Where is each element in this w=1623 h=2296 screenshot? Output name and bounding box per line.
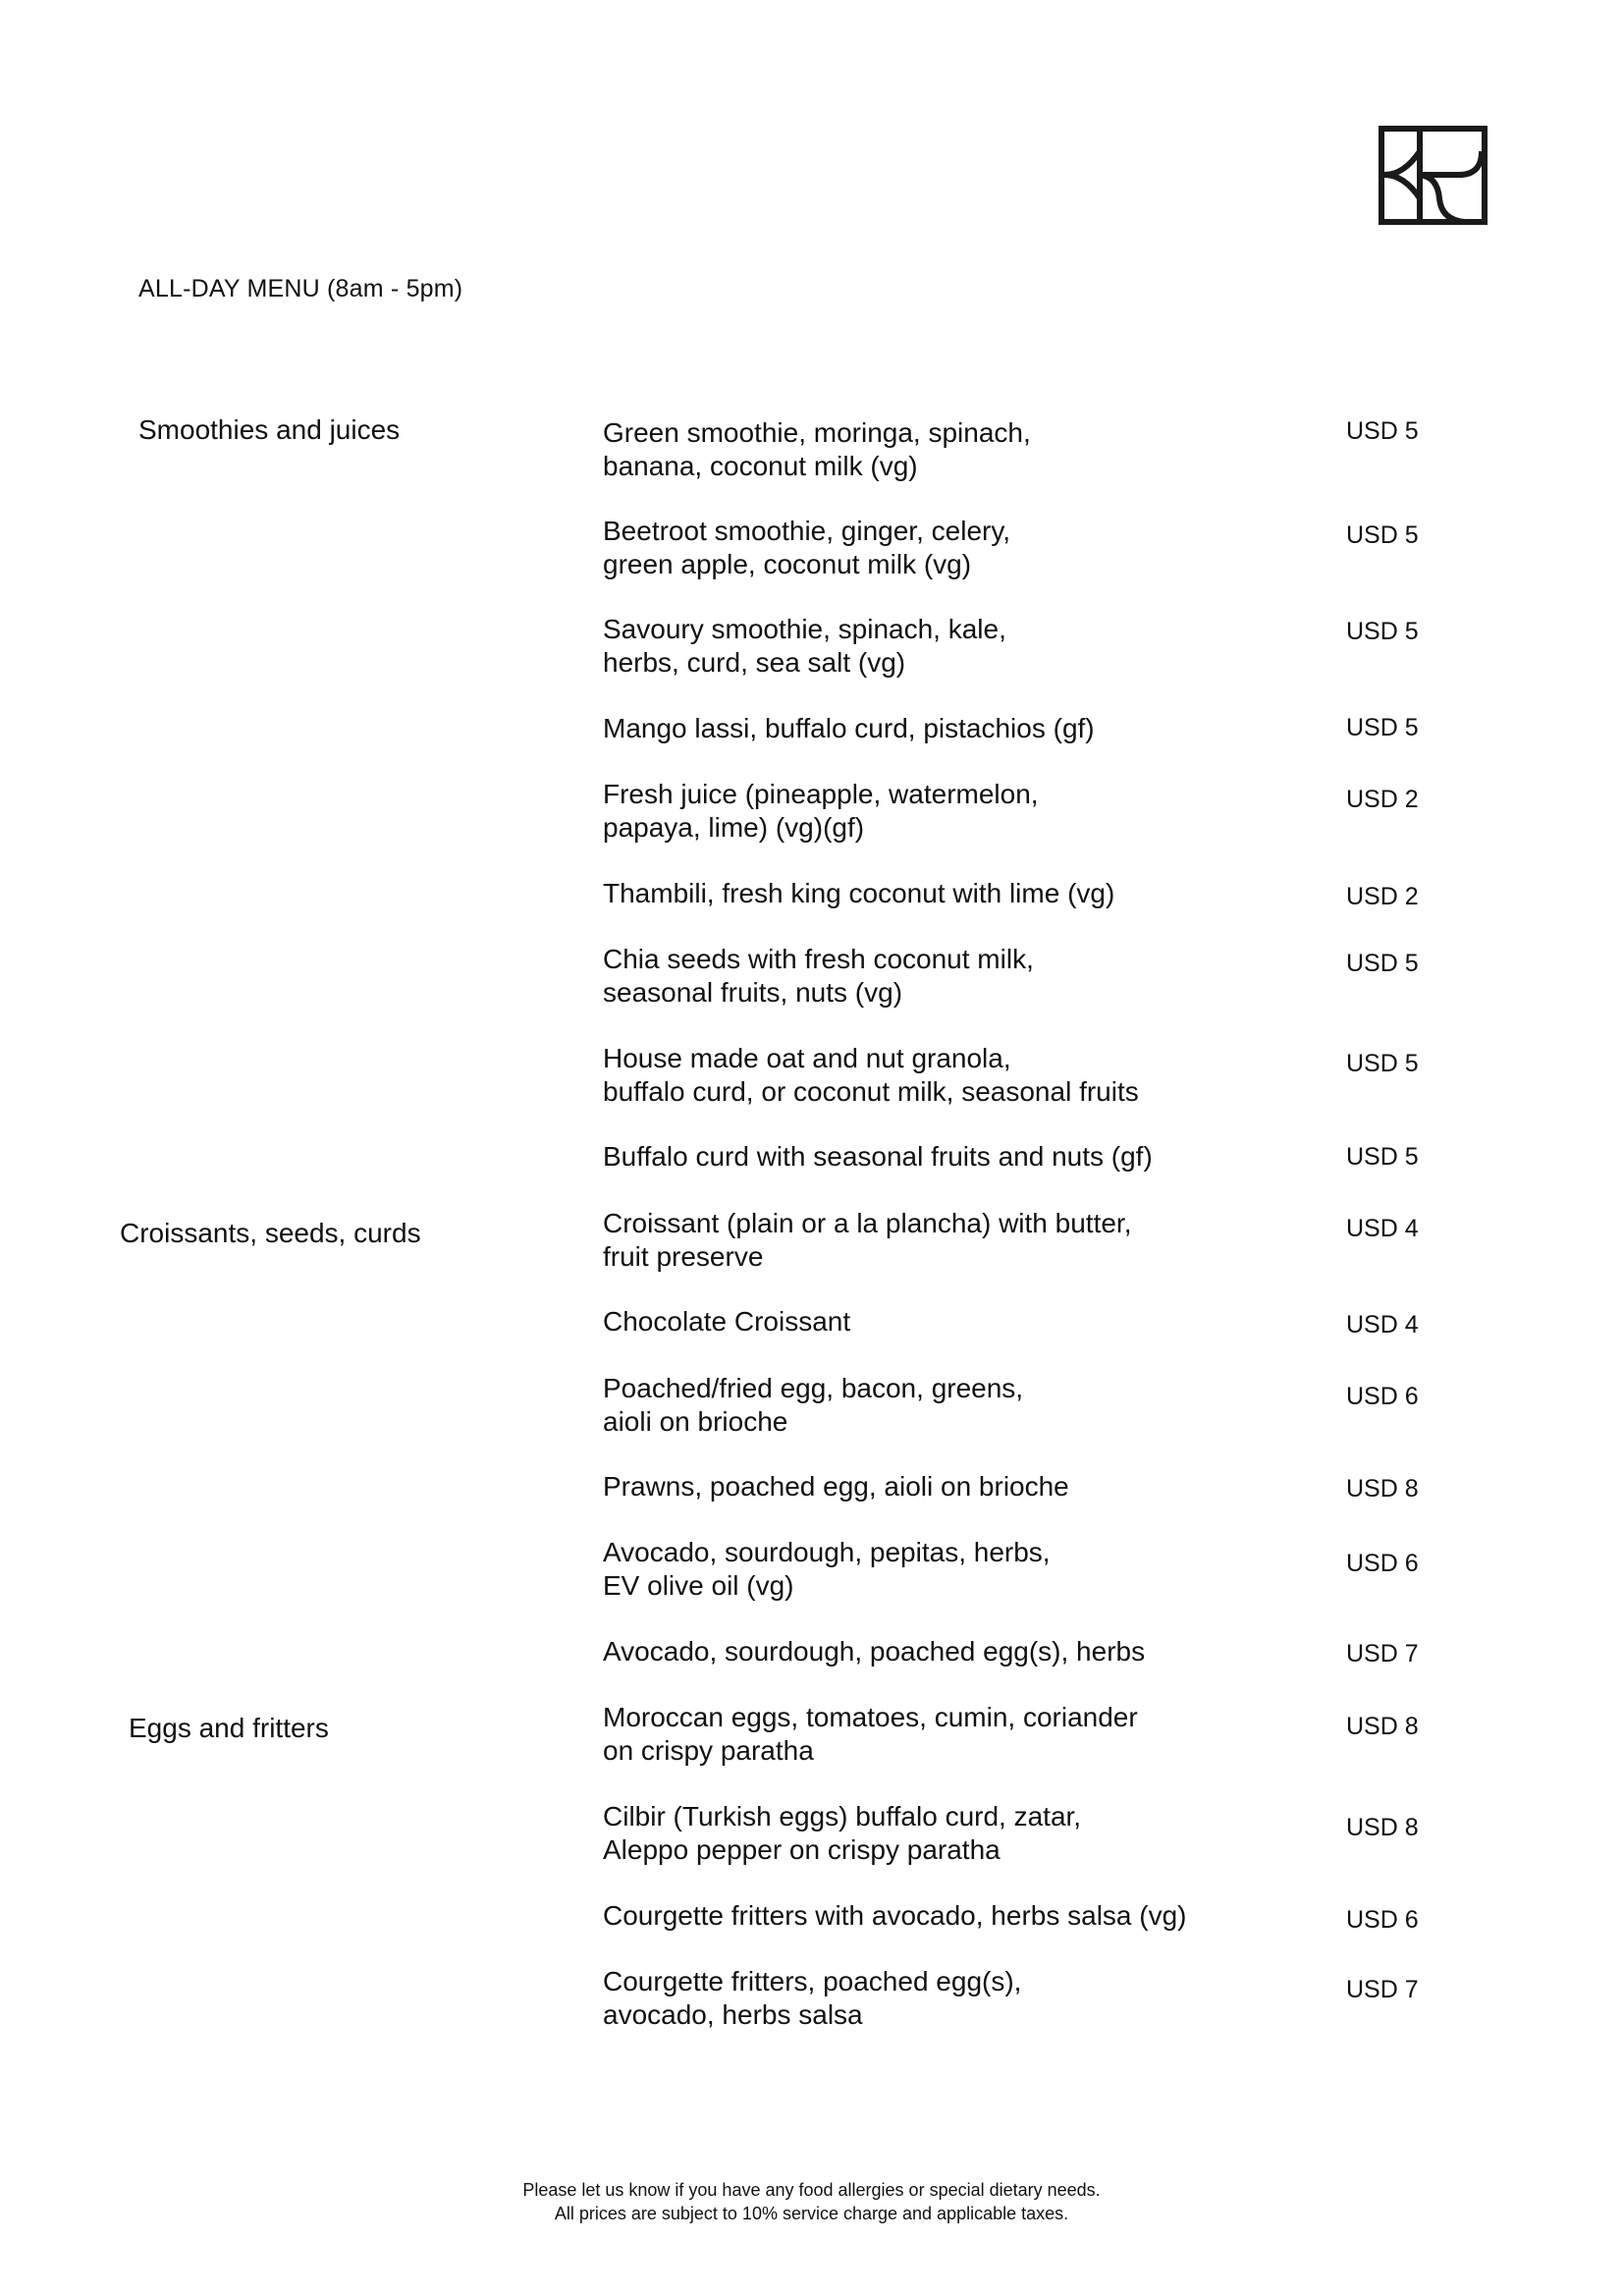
item-price: USD 5 [1346,521,1419,549]
item-description: Green smoothie, moringa, spinach, banana, coconut milk (vg) [603,417,1031,481]
item-price: USD 6 [1346,1550,1419,1577]
footer-notes [0,2178,1623,2225]
item-price: USD 8 [1346,1814,1419,1841]
item-price: USD 2 [1346,786,1419,813]
footer-service-charge-note: All prices are subject to 10% service charge and applicable taxes. [554,2204,1069,2223]
item-price: USD 5 [1346,417,1419,445]
item-price: USD 7 [1346,1640,1419,1667]
footer-allergy-note: Please let us know if you have any food allergies or special dietary needs. [522,2180,1101,2200]
item-description: Croissant (plain or a la plancha) with butter, fruit preserve [603,1208,1132,1272]
item-price: USD 8 [1346,1475,1419,1503]
item-description: Cilbir (Turkish eggs) buffalo curd, zatar, Aleppo pepper on crispy paratha [603,1801,1082,1865]
item-price: USD 6 [1346,1906,1419,1934]
item-description: Moroccan eggs, tomatoes, cumin, coriander on crispy paratha [603,1702,1138,1766]
item-description: Savoury smoothie, spinach, kale, herbs, curd, sea salt (vg) [603,614,1006,678]
item-description: Prawns, poached egg, aioli on brioche [603,1471,1069,1502]
item-price: USD 5 [1346,714,1419,741]
item-description: Thambili, fresh king coconut with lime (vg) [603,878,1115,908]
item-description: Mango lassi, buffalo curd, pistachios (gf) [603,713,1095,743]
item-price: USD 8 [1346,1713,1419,1740]
item-price: USD 5 [1346,950,1419,977]
item-description: Fresh juice (pineapple, watermelon, papaya, lime) (vg)(gf) [603,779,1039,843]
item-price: USD 6 [1346,1383,1419,1410]
item-price: USD 2 [1346,883,1419,910]
item-description: Avocado, sourdough, poached egg(s), herbs [603,1636,1146,1667]
item-description: Poached/fried egg, bacon, greens, aioli on brioche [603,1373,1024,1437]
item-price: USD 4 [1346,1215,1419,1242]
item-description: Chocolate Croissant [603,1306,851,1337]
section-label-croissants: Croissants, seeds, curds [120,1218,421,1248]
item-description: Avocado, sourdough, pepitas, herbs, EV olive oil (vg) [603,1537,1051,1601]
item-description: Courgette fritters with avocado, herbs salsa (vg) [603,1900,1187,1931]
item-price: USD 4 [1346,1311,1419,1339]
item-description: House made oat and nut granola, buffalo curd, or coconut milk, seasonal fruits [603,1043,1139,1107]
item-price: USD 5 [1346,1143,1419,1171]
section-label-eggs: Eggs and fritters [129,1713,329,1743]
menu-title: ALL-DAY MENU (8am - 5pm) [138,275,463,302]
section-label-smoothies: Smoothies and juices [138,414,401,445]
item-price: USD 5 [1346,618,1419,645]
kb-monogram-logo-icon [1379,126,1488,225]
item-price: USD 5 [1346,1050,1419,1077]
item-price: USD 7 [1346,1976,1419,2003]
item-description: Courgette fritters, poached egg(s), avocado, herbs salsa [603,1966,1022,2030]
item-description: Chia seeds with fresh coconut milk, seasonal fruits, nuts (vg) [603,944,1034,1008]
item-description: Buffalo curd with seasonal fruits and nuts (gf) [603,1141,1153,1172]
item-description: Beetroot smoothie, ginger, celery, green apple, coconut milk (vg) [603,516,1011,579]
